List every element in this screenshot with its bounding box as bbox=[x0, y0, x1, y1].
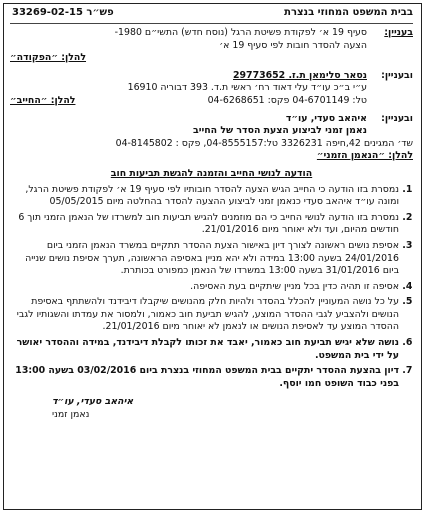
header-divider bbox=[10, 23, 413, 24]
notice-item: 2. נמסרת בזו הודעה לנושי החייב כי הם מוזמנים להגיש תביעות חוב למשרדו של הנאמן הזמני תוך 6 חודשים מהיום, ועד ולא יאוחר מיום 21/01/2016. bbox=[10, 212, 399, 237]
notice-item: 1. נמסרת בזו הודעה כי החייב הגיש הצעה להסדר חובותיו לפי סעיף 19 א׳ לפקודת פשיטת הרגל, ומונה עו״ד איהאב סעדי כנאמן זמני לביצוע ההצעה להסדר בהחלטה מיום 05/05/2015 bbox=[10, 184, 399, 209]
trustee-title: נאמן זמני לביצוע הצעת הסדר של החייב bbox=[192, 125, 367, 137]
matter-label: בעניין: bbox=[384, 27, 413, 38]
signature-title: נאמן זמני bbox=[52, 409, 90, 421]
trustee-label: ובעניין: bbox=[381, 112, 413, 124]
debtor-name: נסאר סלימאן ת.ז. 29773652 bbox=[233, 69, 367, 81]
notice-items bbox=[10, 184, 413, 391]
debtor-label: ובעניין: bbox=[381, 69, 413, 81]
notice-item: 7. דיון בהצעת ההסדר יתקיים בבית המשפט המחוזי בנצרת ביום 03/02/2016 בשעה 13:00 בפני כבוד השופט חמו יוסף. bbox=[10, 365, 399, 390]
signature-name: איהאב סעדי, עו״ד bbox=[52, 396, 134, 408]
trustee-name: איהאב סעדי, עו״ד bbox=[285, 112, 367, 124]
matter-line-1: סעיף 19 א׳ לפקודת פשיטת הרגל (נוסח חדש) התשי״ם 1980- bbox=[114, 27, 367, 38]
debtor-phones: טל: 04-6701149 פקס: 04-6268651 bbox=[207, 94, 367, 106]
matter-line-2: הצעה להסדר חובות לפי סעיף 19 א׳ bbox=[219, 39, 367, 51]
trustee-section bbox=[10, 113, 413, 138]
trustee-role: להלן: ״הנאמן הזמני״ bbox=[316, 150, 413, 162]
notice-item: 3. אסיפת נושים ראשונה לצורך דיון באישור הצעת ההסדר תתקיים במשרד הנאמן הזמני ביום 24/01/2016 בשעה 13:00 במידה ולא יהא מניין באסיפה הראשונה, תערך אסיפת נושים שנייה ביום 31/01/2016 בשעה 13:00 במשרדו של הנאמן כמפורט בכותרת. bbox=[10, 240, 399, 278]
notice-item: 5. על כל נושה המעוניין להכלל בהסדר ולהיות חלק מהנושים שיקבלו דיבידנד ולהשתתף באסיפת הנושים ולהצביע לגבי ההסדר המוצע, להגיש תביעת חוב כאמור, ולמסור את עמדתו והשגותיו לגבי ההסדר המוצע עד לאסיפת הנושים או לנאמן לא יאוחר מיום 21/01/2016. bbox=[10, 296, 399, 334]
notice-item: 4. אסיפה זו תהיה כדין בכל מניין שיתקיים בעת האסיפה. bbox=[10, 281, 399, 294]
case-number: פש״ר 33269-02-15 bbox=[12, 7, 114, 18]
trustee-address: שד׳ המגינים 42,חיפה 3326231 טל:04-8555157, פקס : 04-8145802 bbox=[115, 137, 413, 149]
debtor-representative: ע״י ב״כ עו״ד עלי דאוד רח׳ ראשי ת.ד. 393 דבוריה 16910 bbox=[127, 82, 367, 94]
court-name: בבית המשפט המחוזי בנצרת bbox=[284, 7, 413, 18]
matter-section bbox=[10, 27, 413, 65]
notice-item: 6. נושה שלא יגיש תביעת חוב כאמור, יאבד את זכותו לקבלת דיבידנד, במידה וההסדר יאושר על ידי בית המשפט. bbox=[10, 337, 399, 362]
signature-block bbox=[10, 396, 413, 421]
notice-title: הודעה לנושי החייב והזמנה להגשת תביעות חוב bbox=[110, 167, 313, 179]
notice-frame bbox=[3, 3, 422, 510]
debtor-section bbox=[10, 70, 413, 108]
matter-role: להלן: ״הפקודה״ bbox=[10, 52, 87, 64]
notice-header bbox=[10, 7, 413, 21]
debtor-role: להלן: ״החייב״ bbox=[10, 94, 76, 106]
